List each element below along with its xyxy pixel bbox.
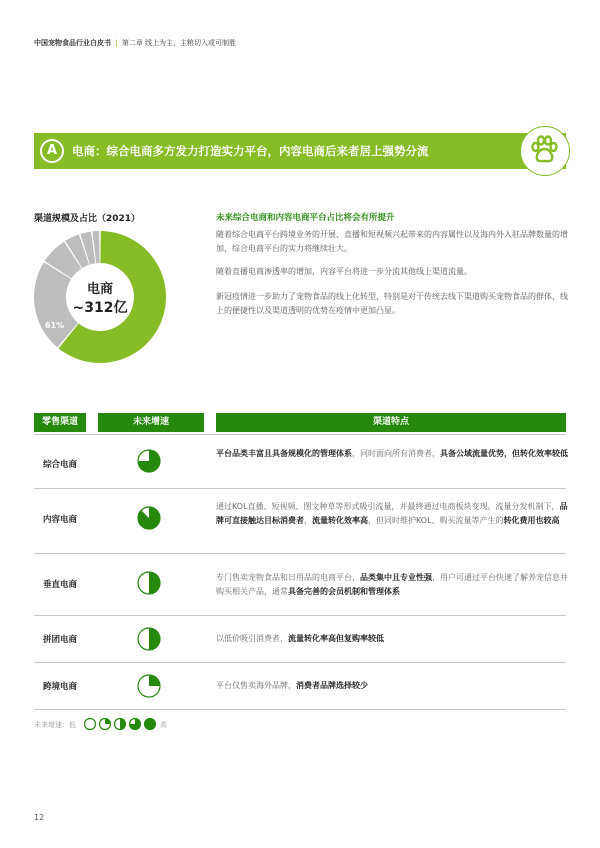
- growth-level-fill: [105, 719, 111, 725]
- channel-name: 内容电商: [42, 515, 77, 525]
- feature-text-segment: 品类集中且专业性强: [360, 573, 432, 582]
- feature-text-segment: 转化费用也较高: [503, 516, 560, 525]
- legend-high-label: 高: [160, 721, 167, 729]
- header-separator: |: [115, 39, 118, 47]
- donut-share-label: 61%: [45, 321, 65, 330]
- column-header-growth: 未来增速: [98, 413, 204, 432]
- report-title: 中国宠物食品行业白皮书: [34, 39, 111, 47]
- chapter-title: 第二章 线上为主，主粮切入或可制胜: [121, 39, 237, 47]
- channel-name: 拼团电商: [42, 635, 77, 645]
- channel-name: 跨境电商: [42, 682, 77, 692]
- feature-text-segment: 平台仅售卖海外品牌，: [216, 681, 296, 690]
- channel-name: 综合电商: [42, 460, 77, 470]
- feature-text-segment: 以低价吸引消费者，: [216, 634, 288, 643]
- insight-paragraph-3: 新冠疫情进一步助力了宠物食品的线上化转型，特别是对于传统去线下渠道购买宠物食品的群体，线上的便捷性以及渠道透明的优势在疫情中更加凸显。: [216, 292, 568, 315]
- section-letter-badge: A: [40, 139, 64, 163]
- feature-text-segment: ，同时面向所有消费者，: [352, 449, 440, 458]
- insight-paragraph-2: 随着直播电商渗透率的增加，内容平台将进一步分流其他线上渠道流量。: [216, 267, 472, 276]
- feature-text-segment: 品牌可直接触达目标消费者: [216, 502, 568, 525]
- growth-level-fill: [149, 572, 160, 594]
- page-number: 12: [34, 813, 45, 822]
- growth-level-fill: [149, 675, 160, 686]
- growth-level-fill: [138, 507, 160, 529]
- feature-text-segment: ，: [304, 516, 312, 525]
- section-title: 电商：综合电商多方发力打造实力平台，内容电商后来者居上强势分流: [72, 144, 429, 158]
- feature-text-segment: 消费者品牌选择较少: [296, 681, 368, 690]
- column-header-channel: 零售渠道: [34, 413, 86, 432]
- insight-paragraph-1: 随着综合电商平台跨境业务的开展、直播和短视频兴起带来的内容属性以及海内外入驻品牌数量的增加，综合电商平台的实力将继续壮大。: [216, 230, 568, 253]
- donut-center-value: ~312亿: [72, 300, 128, 316]
- feature-text-segment: 平台品类丰富且具备规模化的管理体系: [216, 449, 352, 458]
- feature-text-segment: ，但同时维护KOL、购买流量等产生的: [368, 516, 504, 525]
- chart-title: 渠道规模及占比（2021）: [34, 214, 141, 224]
- insight-heading: 未来综合电商和内容电商平台占比将会有所提升: [216, 213, 395, 223]
- feature-text-segment: ，用户可通过平台快速了解养宠信息并购买相关产品，通常: [216, 573, 568, 596]
- donut-center-label: 电商: [86, 282, 114, 297]
- feature-text-segment: 流量转化率高但复购率较低: [288, 634, 384, 643]
- feature-text-segment: 专门售卖宠物食品和日用品的电商平台，: [216, 573, 360, 582]
- column-header-features: 渠道特点: [216, 413, 566, 432]
- growth-level-fill: [145, 719, 156, 730]
- feature-text-segment: 具备公域流量优势，但转化效率较低: [440, 449, 568, 458]
- growth-level-outline: [85, 719, 96, 730]
- feature-text-segment: 流量转化效率高: [312, 516, 368, 525]
- legend-label: 未来增速：低: [34, 721, 76, 729]
- feature-text-segment: 具备完善的会员机制和管理体系: [288, 587, 400, 596]
- channel-name: 垂直电商: [42, 580, 77, 590]
- feature-text-segment: 通过KOL直播、短视频、图文种草等形式吸引流量，并最终通过电商板块变现。流量分发机制下，: [216, 502, 560, 511]
- growth-level-fill: [149, 628, 160, 650]
